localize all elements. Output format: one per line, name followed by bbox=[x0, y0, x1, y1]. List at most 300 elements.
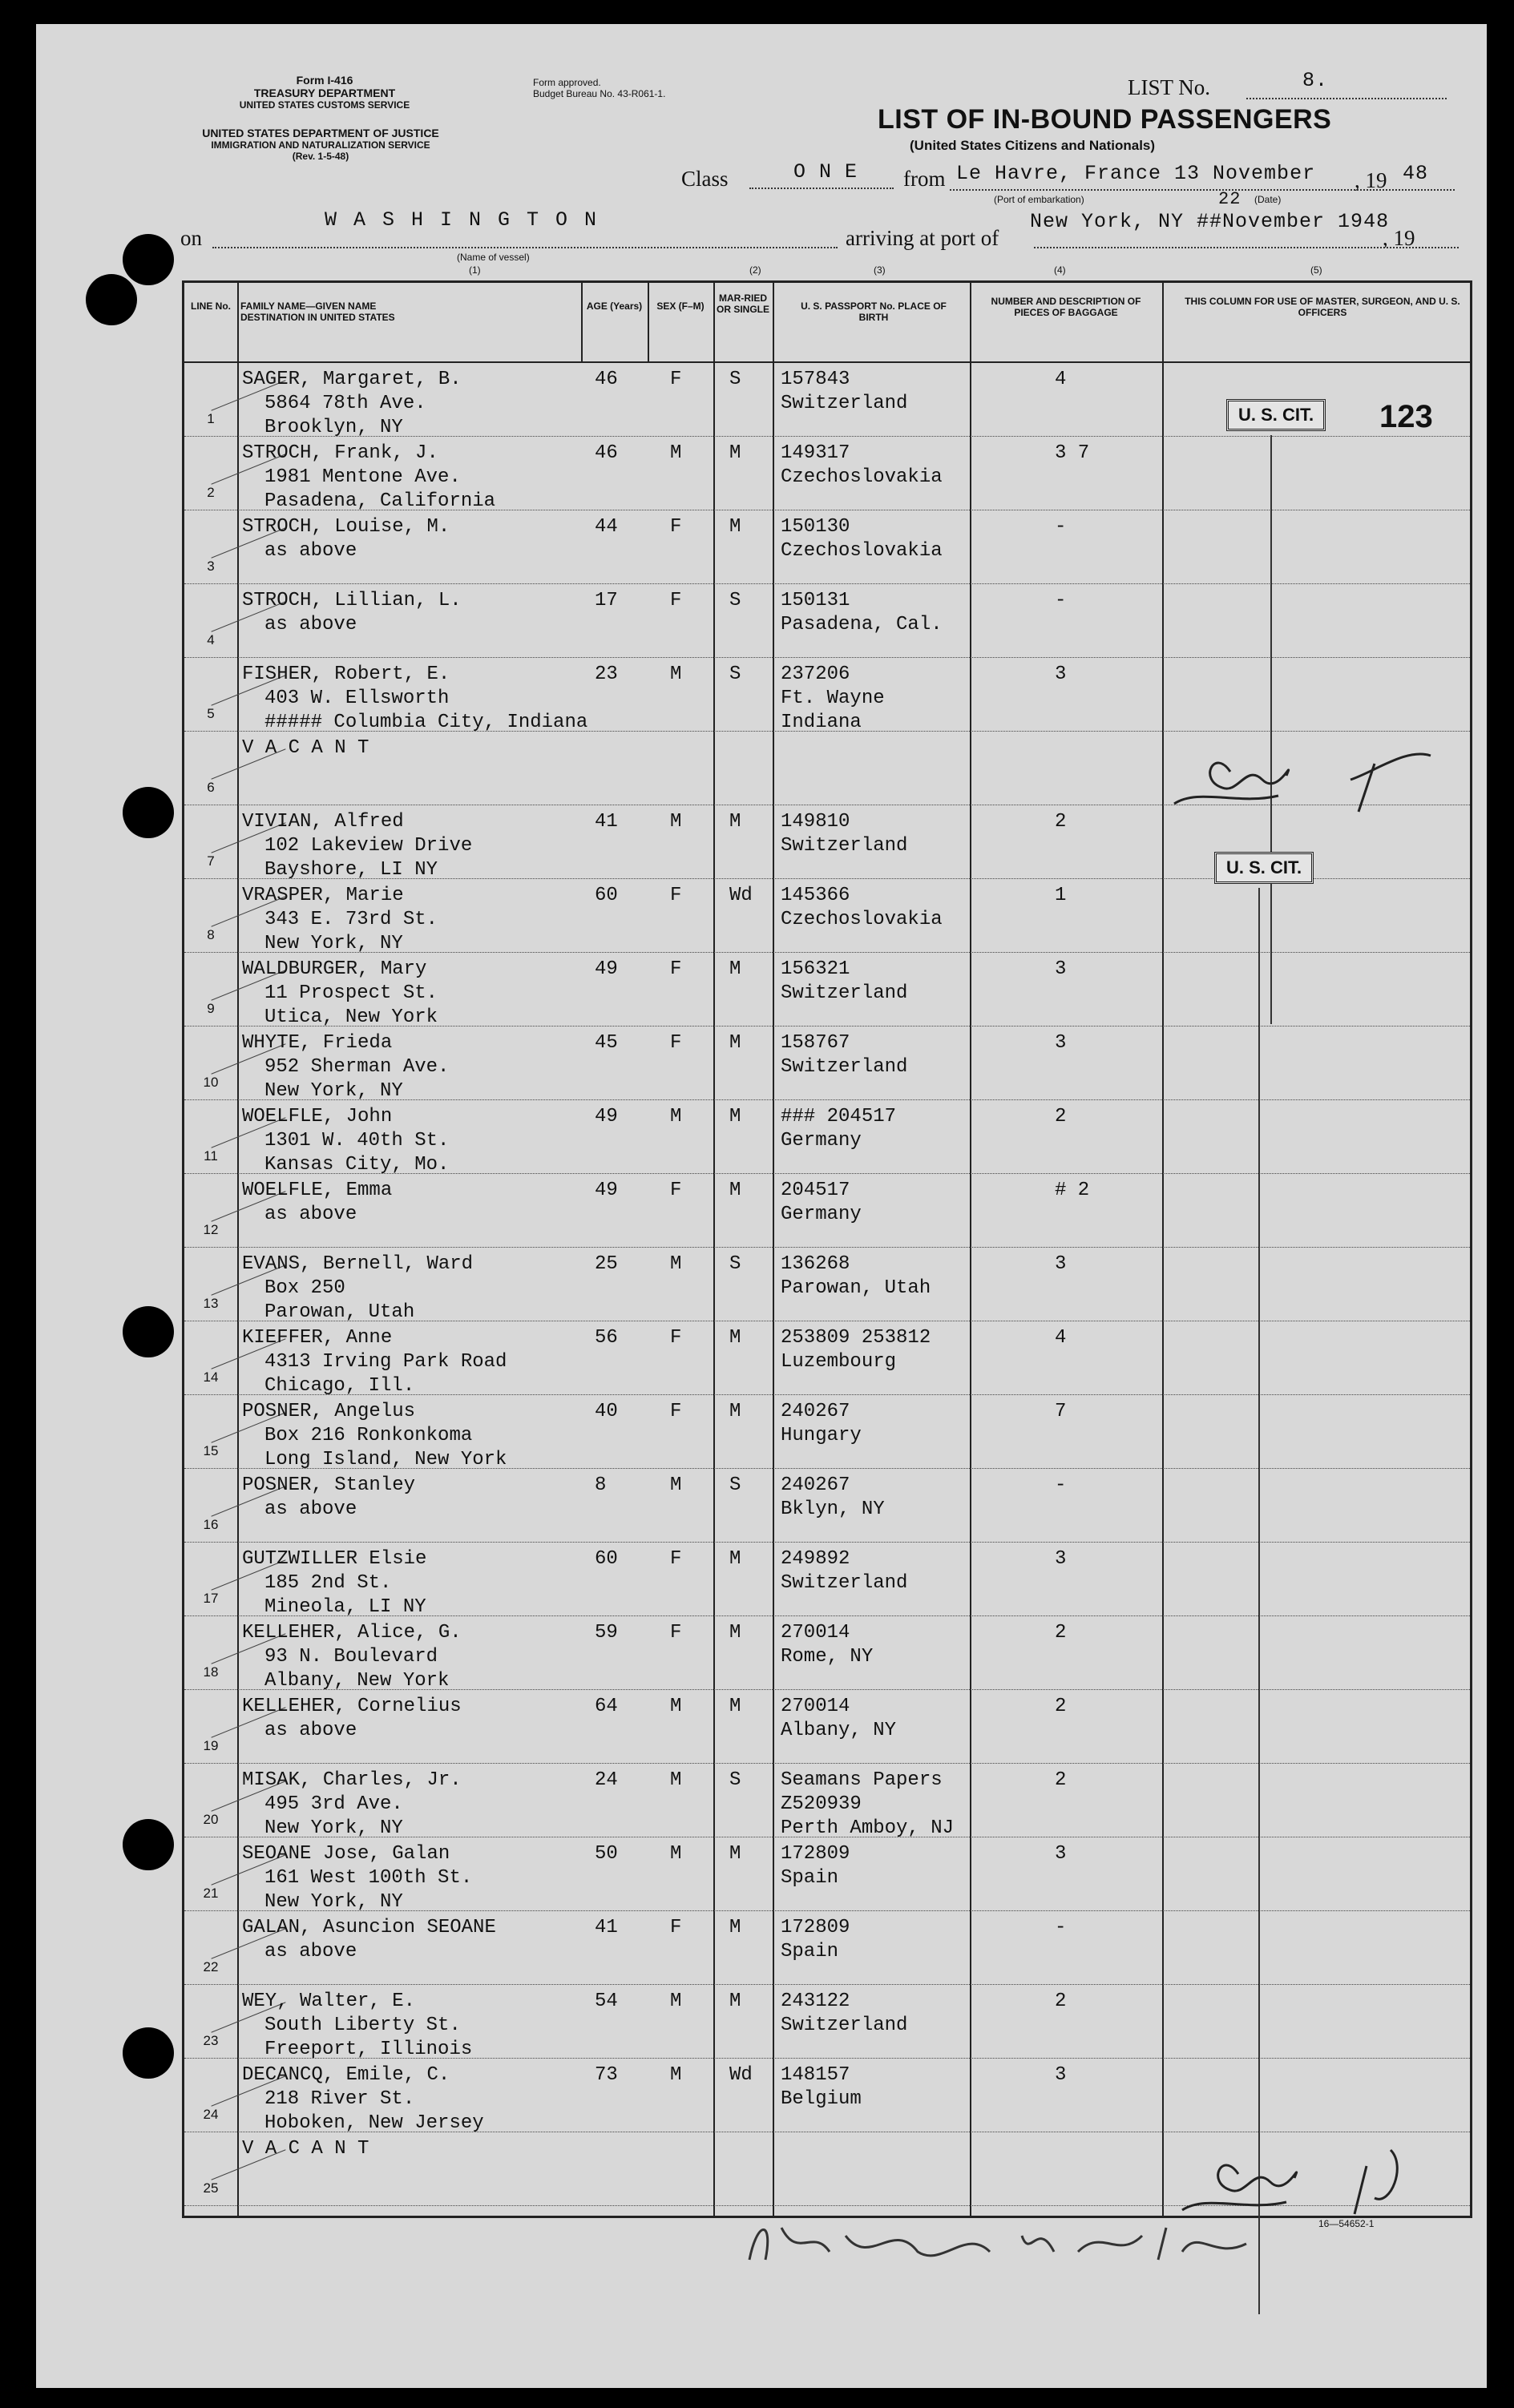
sex: M bbox=[670, 1106, 682, 1127]
passport-number: 136268 bbox=[781, 1253, 850, 1275]
passport-birthplace bbox=[781, 1105, 896, 1153]
passenger-name: POSNER, Angelus bbox=[242, 1401, 416, 1422]
sex: M bbox=[670, 1769, 682, 1791]
table-row bbox=[184, 510, 1470, 584]
passenger-name-address bbox=[242, 1252, 473, 1325]
age: 23 bbox=[595, 664, 618, 685]
place-of-birth: Germany bbox=[781, 1204, 862, 1225]
table-row bbox=[184, 1395, 1470, 1469]
treasury-department: TREASURY DEPARTMENT bbox=[253, 87, 396, 99]
passport-birthplace bbox=[781, 958, 907, 1006]
port-of-embarkation: Le Havre, France 13 November bbox=[956, 162, 1316, 185]
document-page bbox=[36, 24, 1487, 2388]
address-line: 161 West 100th St. bbox=[264, 1867, 473, 1889]
address-line: as above bbox=[264, 1941, 357, 1962]
marital-status: M bbox=[729, 1548, 741, 1570]
passport-birthplace bbox=[781, 1474, 885, 1522]
passenger-name: MISAK, Charles, Jr. bbox=[242, 1769, 462, 1791]
passport-number: 249892 bbox=[781, 1548, 850, 1570]
line-number: 25 bbox=[203, 2180, 219, 2196]
sex: M bbox=[670, 1843, 682, 1865]
sex: F bbox=[670, 1032, 682, 1054]
line-number: 1 bbox=[207, 411, 215, 426]
address-line: as above bbox=[264, 540, 357, 562]
passenger-name: VRASPER, Marie bbox=[242, 885, 404, 906]
vessel-rule bbox=[212, 247, 838, 248]
passenger-name: VIVIAN, Alfred bbox=[242, 811, 404, 833]
baggage-count: 3 bbox=[1055, 958, 1067, 980]
passport-birthplace bbox=[781, 1990, 907, 2038]
place-of-birth: Switzerland bbox=[781, 2015, 908, 2036]
passport-number: 172809 bbox=[781, 1917, 850, 1938]
line-number: 23 bbox=[203, 2033, 219, 2048]
age: 56 bbox=[595, 1327, 618, 1349]
passport-birthplace bbox=[781, 1916, 850, 1964]
place-of-birth: Luzembourg bbox=[781, 1351, 897, 1373]
table-row bbox=[184, 1837, 1470, 1911]
sex: F bbox=[670, 1917, 682, 1938]
address-line: 102 Lakeview Drive bbox=[264, 835, 473, 857]
passport-number: 157843 bbox=[781, 369, 850, 390]
form-number: Form I-416 bbox=[296, 74, 353, 87]
line-number: 5 bbox=[207, 706, 215, 721]
passenger-name: WEY, Walter, E. bbox=[242, 1991, 416, 2012]
place-of-birth: Germany bbox=[781, 1130, 862, 1152]
form-header-treasury bbox=[236, 74, 413, 111]
baggage-count: 2 bbox=[1055, 1769, 1067, 1791]
officer-signature bbox=[1166, 732, 1471, 828]
from-rule bbox=[950, 189, 1455, 191]
address-line: Mineola, LI NY bbox=[264, 1596, 426, 1618]
table-row bbox=[184, 2059, 1470, 2132]
passenger-name: EVANS, Bernell, Ward bbox=[242, 1253, 474, 1275]
address-line: as above bbox=[264, 1720, 357, 1741]
marital-status: M bbox=[729, 1696, 741, 1717]
age: 49 bbox=[595, 1180, 618, 1201]
line-number: 2 bbox=[207, 485, 215, 500]
sex: M bbox=[670, 1991, 682, 2012]
age: 73 bbox=[595, 2064, 618, 2086]
address-line: South Liberty St. bbox=[264, 2015, 461, 2036]
from-year-prefix: , 19 bbox=[1355, 168, 1387, 192]
passenger-name: KELLEHER, Alice, G. bbox=[242, 1622, 462, 1644]
arrival-port-date: New York, NY ##November 1948 bbox=[1030, 210, 1390, 233]
sex: M bbox=[670, 2064, 682, 2086]
place-of-birth: Pasadena, Cal. bbox=[781, 614, 943, 635]
passport-number: 150130 bbox=[781, 516, 850, 538]
marital-status: M bbox=[729, 1991, 741, 2012]
address-line: Long Island, New York bbox=[264, 1449, 507, 1470]
passenger-name-address bbox=[242, 515, 450, 563]
passenger-table bbox=[182, 280, 1472, 2218]
passport-birthplace bbox=[781, 368, 907, 416]
table-row bbox=[184, 1100, 1470, 1174]
marital-status: S bbox=[729, 664, 741, 685]
passenger-name: STROCH, Louise, M. bbox=[242, 516, 450, 538]
marital-status: S bbox=[729, 369, 741, 390]
passport-birthplace bbox=[781, 442, 943, 490]
page-subtitle: (United States Citizens and Nationals) bbox=[910, 138, 1156, 153]
arriving-label: arriving at port of bbox=[846, 226, 999, 250]
baggage-count: - bbox=[1055, 590, 1067, 611]
passport-birthplace bbox=[781, 1842, 850, 1890]
date-caption: (Date) bbox=[1254, 194, 1282, 205]
passport-number: 240267 bbox=[781, 1474, 850, 1496]
baggage-count: 2 bbox=[1055, 1106, 1067, 1127]
passenger-name-address bbox=[242, 1031, 449, 1103]
column-header-line: LINE No. bbox=[191, 300, 231, 312]
sex: F bbox=[670, 1180, 682, 1201]
passenger-name-address bbox=[242, 368, 462, 440]
age: 41 bbox=[595, 1917, 618, 1938]
sex: F bbox=[670, 1401, 682, 1422]
age: 46 bbox=[595, 369, 618, 390]
passenger-name-address bbox=[242, 1990, 472, 2062]
punch-hole bbox=[123, 234, 174, 285]
passport-birthplace bbox=[781, 1769, 954, 1841]
age: 24 bbox=[595, 1769, 618, 1791]
class-value: O N E bbox=[793, 160, 858, 184]
address-line: 1981 Mentone Ave. bbox=[264, 466, 461, 488]
passenger-name-address bbox=[242, 1105, 449, 1177]
line-number: 13 bbox=[203, 1296, 219, 1311]
punch-hole bbox=[123, 1819, 174, 1870]
immigration-service: IMMIGRATION AND NATURALIZATION SERVICE bbox=[211, 139, 430, 151]
passenger-name: DECANCQ, Emile, C. bbox=[242, 2064, 450, 2086]
age: 49 bbox=[595, 1106, 618, 1127]
baggage-count: 2 bbox=[1055, 811, 1067, 833]
place-of-birth: Switzerland bbox=[781, 835, 908, 857]
passenger-name-address bbox=[242, 1179, 392, 1227]
table-row bbox=[184, 1469, 1470, 1543]
sex: F bbox=[670, 1548, 682, 1570]
table-row bbox=[184, 953, 1470, 1027]
baggage-count: 3 bbox=[1055, 2064, 1067, 2086]
passenger-name: WHYTE, Frieda bbox=[242, 1032, 393, 1054]
baggage-count: 2 bbox=[1055, 1991, 1067, 2012]
list-number-rule bbox=[1246, 98, 1447, 99]
passenger-name: KELLEHER, Cornelius bbox=[242, 1696, 462, 1717]
address-line: Hoboken, New Jersey bbox=[264, 2112, 484, 2134]
column-header-sex: SEX (F–M) bbox=[656, 300, 705, 312]
address-line: Parowan, Utah bbox=[264, 1301, 415, 1323]
line-number: 15 bbox=[203, 1443, 219, 1458]
passport-birthplace bbox=[781, 1400, 862, 1448]
baggage-count: 7 bbox=[1055, 1401, 1067, 1422]
from-label: from bbox=[903, 167, 946, 191]
table-row bbox=[184, 1690, 1470, 1764]
table-row bbox=[184, 1027, 1470, 1100]
officer-signature bbox=[1166, 2134, 1471, 2222]
passport-birthplace bbox=[781, 884, 943, 932]
place-of-birth: Z520939 bbox=[781, 1793, 862, 1815]
revision: (Rev. 1-5-48) bbox=[292, 151, 349, 162]
age: 17 bbox=[595, 590, 618, 611]
table-row bbox=[184, 1248, 1470, 1321]
line-number: 19 bbox=[203, 1738, 219, 1753]
passenger-name: V A C A N T bbox=[242, 2138, 369, 2160]
place-of-birth: Hungary bbox=[781, 1425, 862, 1446]
baggage-count: 4 bbox=[1055, 369, 1067, 390]
table-row bbox=[184, 1911, 1470, 1985]
line-number: 14 bbox=[203, 1369, 219, 1385]
place-of-birth: Rome, NY bbox=[781, 1646, 874, 1668]
marital-status: S bbox=[729, 1253, 741, 1275]
sex: M bbox=[670, 1253, 682, 1275]
punch-hole bbox=[123, 2027, 174, 2079]
address-line: 5864 78th Ave. bbox=[264, 393, 426, 414]
passport-birthplace bbox=[781, 589, 943, 637]
line-number: 4 bbox=[207, 632, 215, 647]
passport-birthplace bbox=[781, 663, 885, 735]
passenger-name: GALAN, Asuncion SEOANE bbox=[242, 1917, 496, 1938]
table-row bbox=[184, 584, 1470, 658]
address-line: New York, NY bbox=[264, 933, 403, 954]
sex: M bbox=[670, 664, 682, 685]
address-line: ##### Columbia City, Indiana bbox=[264, 712, 588, 733]
address-line: Bayshore, LI NY bbox=[264, 859, 438, 881]
passenger-name: SAGER, Margaret, B. bbox=[242, 369, 462, 390]
line-number: 16 bbox=[203, 1517, 219, 1532]
marital-status: M bbox=[729, 1622, 741, 1644]
us-citizen-stamp: U. S. CIT. bbox=[1226, 399, 1326, 431]
line-number: 17 bbox=[203, 1591, 219, 1606]
column-number-2: (2) bbox=[749, 264, 761, 276]
vessel-column-number: (1) bbox=[469, 264, 481, 276]
line-number: 7 bbox=[207, 853, 215, 869]
address-line: 952 Sherman Ave. bbox=[264, 1056, 450, 1078]
passport-number: 243122 bbox=[781, 1991, 850, 2012]
column-header-baggage: NUMBER AND DESCRIPTION OF PIECES OF BAGGAGE bbox=[991, 296, 1141, 318]
address-line: Utica, New York bbox=[264, 1006, 438, 1028]
punch-hole bbox=[123, 1306, 174, 1357]
passenger-name: STROCH, Frank, J. bbox=[242, 442, 438, 464]
marital-status: M bbox=[729, 1180, 741, 1201]
list-number-label: LIST No. bbox=[1128, 75, 1211, 99]
marital-status: Wd bbox=[729, 885, 753, 906]
passenger-name-address bbox=[242, 1547, 426, 1619]
form-approval bbox=[533, 77, 665, 99]
class-rule bbox=[749, 188, 894, 189]
marital-status: S bbox=[729, 590, 741, 611]
class-label: Class bbox=[681, 167, 729, 191]
address-line: as above bbox=[264, 614, 357, 635]
baggage-count: 1 bbox=[1055, 885, 1067, 906]
address-line: Box 216 Ronkonkoma bbox=[264, 1425, 473, 1446]
place-of-birth: Perth Amboy, NJ bbox=[781, 1817, 955, 1839]
from-year: 48 bbox=[1403, 162, 1429, 185]
passenger-name: SEOANE Jose, Galan bbox=[242, 1843, 450, 1865]
passenger-name-address bbox=[242, 1474, 415, 1522]
address-line: 218 River St. bbox=[264, 2088, 415, 2110]
line-number: 10 bbox=[203, 1075, 219, 1090]
baggage-count: 2 bbox=[1055, 1696, 1067, 1717]
address-line: Brooklyn, NY bbox=[264, 417, 403, 438]
table-row bbox=[184, 1985, 1470, 2059]
passport-number: 149317 bbox=[781, 442, 850, 464]
arrival-rule bbox=[1034, 247, 1459, 248]
sex: M bbox=[670, 811, 682, 833]
us-citizen-stamp: U. S. CIT. bbox=[1214, 852, 1314, 884]
sex: F bbox=[670, 516, 682, 538]
age: 40 bbox=[595, 1401, 618, 1422]
place-of-birth: Switzerland bbox=[781, 1572, 908, 1594]
on-label: on bbox=[180, 226, 202, 250]
passenger-name: POSNER, Stanley bbox=[242, 1474, 416, 1496]
stamp-line bbox=[1258, 888, 1260, 2314]
passport-birthplace bbox=[781, 2063, 862, 2112]
sex: F bbox=[670, 1622, 682, 1644]
address-line: as above bbox=[264, 1498, 357, 1520]
sex: F bbox=[670, 590, 682, 611]
address-line: 1301 W. 40th St. bbox=[264, 1130, 450, 1152]
passport-number: 270014 bbox=[781, 1696, 850, 1717]
place-of-birth: Spain bbox=[781, 1941, 839, 1962]
table-row bbox=[184, 879, 1470, 953]
justice-department: UNITED STATES DEPARTMENT OF JUSTICE bbox=[202, 127, 439, 139]
baggage-count: # 2 bbox=[1055, 1180, 1090, 1201]
marital-status: M bbox=[729, 1401, 741, 1422]
passenger-name-address bbox=[242, 589, 462, 637]
marital-status: M bbox=[729, 1843, 741, 1865]
punch-hole bbox=[123, 787, 174, 838]
passport-number: 253809 253812 bbox=[781, 1327, 931, 1349]
age: 25 bbox=[595, 1253, 618, 1275]
list-number-value: 8. bbox=[1302, 69, 1329, 92]
address-line: Pasadena, California bbox=[264, 490, 496, 512]
address-line: 343 E. 73rd St. bbox=[264, 909, 438, 930]
address-line: Box 250 bbox=[264, 1277, 345, 1299]
line-number: 24 bbox=[203, 2107, 219, 2122]
budget-text: Budget Bureau No. 43-R061-1. bbox=[533, 88, 666, 99]
line-number: 22 bbox=[203, 1959, 219, 1974]
table-row bbox=[184, 1321, 1470, 1395]
table-row bbox=[184, 1616, 1470, 1690]
baggage-count: 4 bbox=[1055, 1327, 1067, 1349]
passenger-name-address bbox=[242, 958, 438, 1030]
place-of-birth: Ft. Wayne bbox=[781, 688, 885, 709]
baggage-count: - bbox=[1055, 1474, 1067, 1496]
address-line: New York, NY bbox=[264, 1891, 403, 1913]
customs-service: UNITED STATES CUSTOMS SERVICE bbox=[239, 99, 410, 111]
passenger-name: FISHER, Robert, E. bbox=[242, 664, 450, 685]
baggage-count: 3 bbox=[1055, 1253, 1067, 1275]
sex: F bbox=[670, 958, 682, 980]
marital-status: M bbox=[729, 1032, 741, 1054]
passenger-name-address bbox=[242, 2137, 369, 2161]
passport-number: 158767 bbox=[781, 1032, 850, 1054]
address-line: New York, NY bbox=[264, 1817, 403, 1839]
place-of-birth: Parowan, Utah bbox=[781, 1277, 931, 1299]
place-of-birth: Switzerland bbox=[781, 393, 908, 414]
passenger-name: KIEFFER, Anne bbox=[242, 1327, 393, 1349]
passenger-name: WOELFLE, Emma bbox=[242, 1180, 393, 1201]
inspector-signature bbox=[733, 2212, 1294, 2276]
passport-birthplace bbox=[781, 1031, 907, 1079]
passenger-name-address bbox=[242, 1769, 462, 1841]
column-header-married: MAR-RIED OR SINGLE bbox=[716, 292, 769, 315]
passenger-name: STROCH, Lillian, L. bbox=[242, 590, 462, 611]
place-of-birth: Albany, NY bbox=[781, 1720, 897, 1741]
sex: F bbox=[670, 885, 682, 906]
sex: F bbox=[670, 1327, 682, 1349]
age: 54 bbox=[595, 1991, 618, 2012]
passenger-name-address bbox=[242, 663, 587, 735]
passenger-name: WOELFLE, John bbox=[242, 1106, 393, 1127]
column-header-officers: THIS COLUMN FOR USE OF MASTER, SURGEON, AND U. S. OFFICERS bbox=[1185, 296, 1460, 318]
passport-number: 240267 bbox=[781, 1401, 850, 1422]
baggage-count: 3 bbox=[1055, 1548, 1067, 1570]
line-number: 9 bbox=[207, 1001, 215, 1016]
address-line: New York, NY bbox=[264, 1080, 403, 1102]
line-number: 6 bbox=[207, 780, 215, 795]
table-row bbox=[184, 1764, 1470, 1837]
baggage-count: 3 7 bbox=[1055, 442, 1090, 464]
passport-number: 148157 bbox=[781, 2064, 850, 2086]
age: 49 bbox=[595, 958, 618, 980]
passport-number: 172809 bbox=[781, 1843, 850, 1865]
passport-number: Seamans Papers bbox=[781, 1769, 943, 1791]
age: 41 bbox=[595, 811, 618, 833]
passport-number: 270014 bbox=[781, 1622, 850, 1644]
table-row bbox=[184, 1174, 1470, 1248]
port-caption: (Port of embarkation) bbox=[994, 194, 1084, 205]
column-header-name: FAMILY NAME—GIVEN NAME DESTINATION IN UNITED STATES bbox=[240, 300, 395, 323]
passenger-name-address bbox=[242, 2063, 484, 2136]
passenger-name-address bbox=[242, 442, 495, 514]
baggage-count: 2 bbox=[1055, 1622, 1067, 1644]
marital-status: M bbox=[729, 1106, 741, 1127]
passport-number: 156321 bbox=[781, 958, 850, 980]
passenger-name-address bbox=[242, 1326, 507, 1398]
passport-birthplace bbox=[781, 1621, 873, 1669]
line-number: 11 bbox=[204, 1148, 218, 1164]
address-line: Freeport, Illinois bbox=[264, 2039, 473, 2060]
address-line: 11 Prospect St. bbox=[264, 982, 438, 1004]
line-number: 3 bbox=[207, 559, 215, 574]
passenger-name-address bbox=[242, 884, 438, 956]
address-line: 185 2nd St. bbox=[264, 1572, 392, 1594]
marital-status: M bbox=[729, 516, 741, 538]
address-line: Albany, New York bbox=[264, 1670, 450, 1692]
place-of-birth: Switzerland bbox=[781, 1056, 908, 1078]
line-number: 12 bbox=[203, 1222, 219, 1237]
marital-status: Wd bbox=[729, 2064, 753, 2086]
passport-birthplace bbox=[781, 810, 907, 858]
age: 44 bbox=[595, 516, 618, 538]
arrival-year-suffix: , 19 bbox=[1383, 226, 1415, 250]
passport-birthplace bbox=[781, 1326, 931, 1374]
footer-code: 16—54652-1 bbox=[1318, 2218, 1375, 2229]
marital-status: M bbox=[729, 811, 741, 833]
baggage-count: 3 bbox=[1055, 1032, 1067, 1054]
place-of-birth: Bklyn, NY bbox=[781, 1498, 885, 1520]
page-number: 123 bbox=[1379, 399, 1433, 434]
marital-status: S bbox=[729, 1769, 741, 1791]
place-of-birth: Belgium bbox=[781, 2088, 862, 2110]
age: 45 bbox=[595, 1032, 618, 1054]
column-header-age: AGE (Years) bbox=[586, 300, 643, 312]
marital-status: S bbox=[729, 1474, 741, 1496]
line-number: 21 bbox=[203, 1886, 219, 1901]
place-of-birth: Czechoslovakia bbox=[781, 466, 943, 488]
passenger-name: V A C A N T bbox=[242, 737, 369, 759]
punch-hole bbox=[86, 274, 137, 325]
sex: M bbox=[670, 1474, 682, 1496]
age: 8 bbox=[595, 1474, 607, 1496]
line-number: 8 bbox=[207, 927, 215, 942]
place-of-birth: Czechoslovakia bbox=[781, 909, 943, 930]
